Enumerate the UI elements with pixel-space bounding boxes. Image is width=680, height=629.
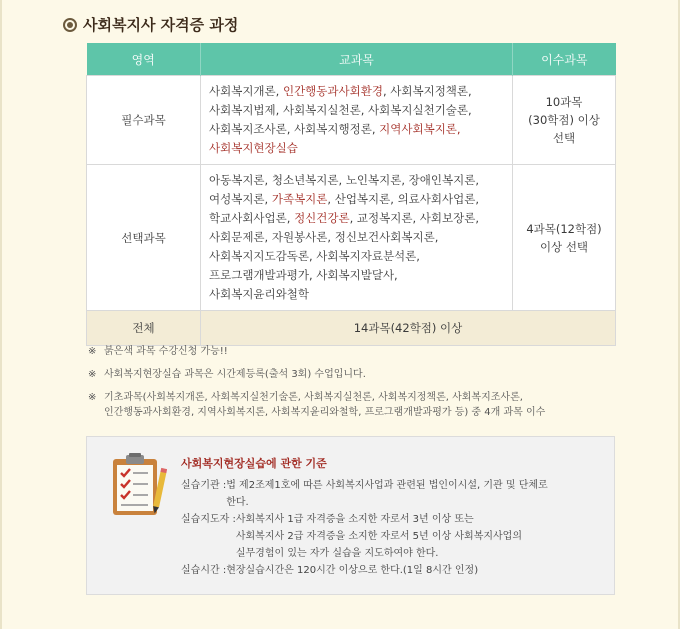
header-credits: 이수과목 (513, 43, 616, 76)
note-text: 기초과목(사회복지개론, 사회복지실천기술론, 사회복지실천론, 사회복지정책론, 사회복지조사론, (104, 392, 523, 403)
elective-subjects-cell (201, 165, 513, 311)
subject-text: , 사회복지정책론, (382, 84, 472, 98)
subject-text: 여성복지론, (209, 192, 272, 206)
subject-line (209, 247, 504, 266)
subject-text: , 교정복지론, 사회보장론, (349, 211, 479, 225)
practicum-box (86, 436, 615, 595)
rule-text: 현장실습시간은 120시간 이상으로 한다.(1일 8시간 인정) (226, 565, 479, 576)
elective-row (87, 165, 616, 311)
credit-line: (30학점) 이상 (528, 113, 600, 127)
page-frame-left (0, 0, 2, 629)
highlighted-subject: 인간행동과사회환경 (282, 84, 383, 98)
header-area: 영역 (87, 43, 201, 76)
reference-mark-icon: ※ (88, 346, 97, 357)
subject-text: 아동복지론, 청소년복지론, 노인복지론, 장애인복지론, (209, 173, 479, 187)
required-row (87, 76, 616, 165)
subject-line (209, 139, 504, 158)
rule-text: 사회복지사 1급 자격증을 소지한 자로서 3년 이상 또는 (235, 514, 474, 525)
reference-mark-icon: ※ (88, 369, 97, 380)
subject-text: 사회복지윤리와철학 (209, 287, 309, 301)
credit-line: 4과목(12학점) (526, 221, 602, 236)
subject-line (209, 82, 504, 101)
note-item (88, 390, 628, 420)
reference-mark-icon: ※ (88, 392, 97, 403)
required-subjects-cell (201, 76, 513, 165)
subject-line (209, 266, 504, 285)
highlighted-subject: 가족복지론 (271, 192, 328, 206)
note-item (88, 367, 628, 382)
rule-text: 법 제2조제1호에 따른 사회복지사업과 관련된 법인이시설, 기관 및 단체로 (226, 480, 548, 491)
practicum-rule (181, 562, 548, 579)
practicum-rules (181, 477, 548, 579)
subject-text: 사회복지지도감독론, 사회복지자료분석론, (209, 249, 420, 263)
course-table (86, 43, 616, 346)
rule-label: 실습시간 : (181, 565, 227, 576)
highlighted-subject: 지역사회복지론, (379, 122, 461, 136)
note-text: 인간행동과사회환경, 지역사회복지론, 사회복지윤리와철학, 프로그램개발과평가 등) 중 4개 과목 이수 (104, 407, 546, 418)
rule-label: 실습기관 : (181, 480, 227, 491)
rule-label: 실습지도자 : (181, 514, 236, 525)
table-header-row (87, 43, 616, 76)
total-label-cell: 전체 (87, 311, 201, 346)
subject-text: 학교사회사업론, (209, 211, 295, 225)
required-credit-cell (513, 76, 616, 165)
total-row (87, 311, 616, 346)
rule-text: 실무경험이 있는 자가 실습을 지도하여야 한다. (235, 548, 439, 559)
subject-text: 사회문제론, 자원봉사론, 정신보건사회복지론, (209, 230, 439, 244)
required-area-cell: 필수과목 (87, 76, 201, 165)
rule-text: 한다. (226, 497, 249, 508)
subject-line (209, 228, 504, 247)
credit-line: 이상 선택 (539, 239, 589, 254)
highlighted-subject: 정신건강론 (294, 211, 350, 225)
practicum-rule (181, 511, 548, 562)
practicum-rule (181, 477, 548, 511)
credit-line: 10과목 (545, 95, 583, 109)
subject-line (209, 101, 504, 120)
subject-text: 사회복지법제, 사회복지실천론, 사회복지실천기술론, (209, 103, 472, 117)
subject-line (209, 120, 504, 139)
notes-list (88, 344, 628, 428)
elective-area-cell: 선택과목 (87, 165, 201, 311)
practicum-title: 사회복지현장실습에 관한 기준 (181, 457, 327, 470)
highlighted-subject: 사회복지현장실습 (209, 141, 298, 155)
note-text: 사회복지현장실습 과목은 시간제등록(출석 3회) 수업입니다. (104, 369, 366, 380)
header-subjects: 교과목 (201, 43, 513, 76)
clipboard-checklist-icon (109, 453, 167, 517)
circle-bullet-icon (63, 18, 77, 32)
subject-line (209, 171, 504, 190)
subject-line (209, 190, 504, 209)
section-title-text: 사회복지사 자격증 과정 (83, 16, 239, 34)
note-item (88, 344, 628, 359)
subject-text: , 산업복지론, 의료사회사업론, (327, 192, 479, 206)
elective-credit-cell (513, 165, 616, 311)
subject-line (209, 285, 504, 304)
rule-text: 사회복지사 2급 자격증을 소지한 자로서 5년 이상 사회복지사업의 (235, 531, 522, 542)
section-title (63, 14, 238, 35)
subject-line (209, 209, 504, 228)
credit-line: 선택 (552, 131, 576, 145)
subject-text: 프로그램개발과평가, 사회복지발달사, (209, 268, 398, 282)
subject-text: 사회복지조사론, 사회복지행정론, (209, 122, 380, 136)
note-text: 붉은색 과목 수강신청 가능!! (104, 346, 228, 357)
subject-text: 사회복지개론, (209, 84, 283, 98)
total-value-cell: 14과목(42학점) 이상 (201, 311, 616, 346)
